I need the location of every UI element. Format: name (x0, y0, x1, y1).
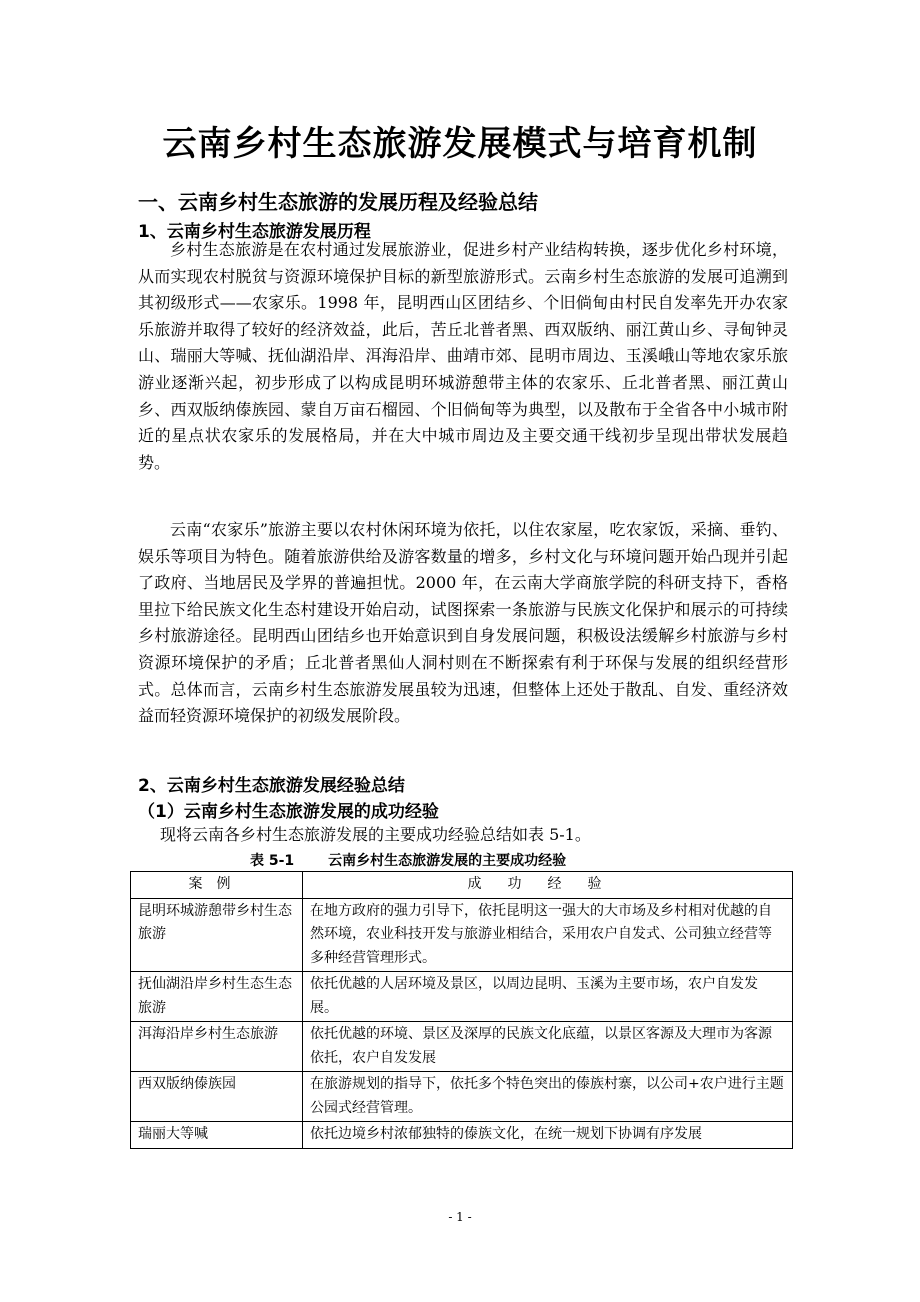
table-cell-experience: 依托优越的人居环境及景区，以周边昆明、玉溪为主要市场，农户自发发展。 (303, 972, 793, 1022)
table-lead-text: 现将云南各乡村生态旅游发展的主要成功经验总结如表 5-1。 (160, 825, 591, 844)
table-cell-case: 洱海沿岸乡村生态旅游 (131, 1022, 303, 1072)
table-row (131, 972, 793, 1022)
table-header-case: 案例 (131, 872, 303, 899)
experience-table (130, 871, 793, 1149)
table-cell-experience: 依托优越的环境、景区及深厚的民族文化底蕴，以景区客源及大理市为客源依托，农户自发发展 (303, 1022, 793, 1072)
subsection-heading-1: 1、云南乡村生态旅游发展历程 (138, 222, 371, 242)
table-cell-case: 瑞丽大等喊 (131, 1122, 303, 1149)
table-caption-title: 云南乡村生态旅游发展的主要成功经验 (328, 853, 567, 869)
table-cell-case: 西双版纳傣族园 (131, 1072, 303, 1122)
table-cell-case: 抚仙湖沿岸乡村生态生态旅游 (131, 972, 303, 1022)
table-row (131, 1072, 793, 1122)
table-cell-experience: 依托边境乡村浓郁独特的傣族文化，在统一规划下协调有序发展 (303, 1122, 793, 1149)
table-row (131, 1022, 793, 1072)
table-cell-case: 昆明环城游憩带乡村生态旅游 (131, 898, 303, 972)
subsection-heading-2-1: （1）云南乡村生态旅游发展的成功经验 (138, 802, 439, 822)
table-cell-experience: 在地方政府的强力引导下，依托昆明这一强大的大市场及乡村相对优越的自然环境，农业科技开发与旅游业相结合，采用农户自发式、公司独立经营等多种经营管理形式。 (303, 898, 793, 972)
paragraph-nongjiale: 云南“农家乐”旅游主要以农村休闲环境为依托，以住农家屋，吃农家饭，采摘、垂钓、娱乐等项目为特色。随着旅游供给及游客数量的增多，乡村文化与环境问题开始凸现并引起了政府、当地居民及学界的普遍担忧。2000 年，在云南大学商旅学院的科研支持下，香格里拉下给民族文化生态村建设开始启动，试图探索一条旅游与民族文化保护和展示的可持续乡村旅游途径。昆明西山团结乡也开始意识到自身发展问题，积极设法缓解乡村旅游与乡村资源环境保护的矛盾；丘北普者黑仙人洞村则在不断探索有利于环保与发展的组织经营形式。总体而言，云南乡村生态旅游发展虽较为迅速，但整体上还处于散乱、自发、重经济效益而轻资源环境保护的初级发展阶段。 (138, 520, 788, 726)
table-caption-number: 表 5-1 (250, 853, 295, 869)
table-caption (250, 850, 566, 870)
table-cell-experience: 在旅游规划的指导下，依托多个特色突出的傣族村寨，以公司+农户进行主题公园式经营管理。 (303, 1072, 793, 1122)
table-header-experience: 成功经验 (303, 872, 793, 899)
table-row (131, 898, 793, 972)
table-header-row (131, 872, 793, 899)
paragraph-history: 乡村生态旅游是在农村通过发展旅游业，促进乡村产业结构转换，逐步优化乡村环境，从而实现农村脱贫与资源环境保护目标的新型旅游形式。云南乡村生态旅游的发展可追溯到其初级形式——农家乐。1998 年，昆明西山区团结乡、个旧倘甸由村民自发率先开办农家乐旅游并取得了较好的经济效益，此后，苦丘北普者黑、西双版纳、丽江黄山乡、寻甸钟灵山、瑞丽大等喊、抚仙湖沿岸、洱海沿岸、曲靖市郊、昆明市周边、玉溪峨山等地农家乐旅游业逐渐兴起，初步形成了以构成昆明环城游憩带主体的农家乐、丘北普者黑、丽江黄山乡、西双版纳傣族园、蒙自万亩石榴园、个旧倘甸等为典型，以及散布于全省各中小城市附近的星点状农家乐的发展格局，并在大中城市周边及主要交通干线初步呈现出带状发展趋势。 (138, 240, 788, 472)
page-title: 云南乡村生态旅游发展模式与培育机制 (162, 124, 758, 164)
page-number: - 1 - (448, 1210, 472, 1224)
table-row (131, 1122, 793, 1149)
section-heading-1: 一、云南乡村生态旅游的发展历程及经验总结 (138, 190, 538, 214)
subsection-heading-2: 2、云南乡村生态旅游发展经验总结 (138, 776, 405, 796)
